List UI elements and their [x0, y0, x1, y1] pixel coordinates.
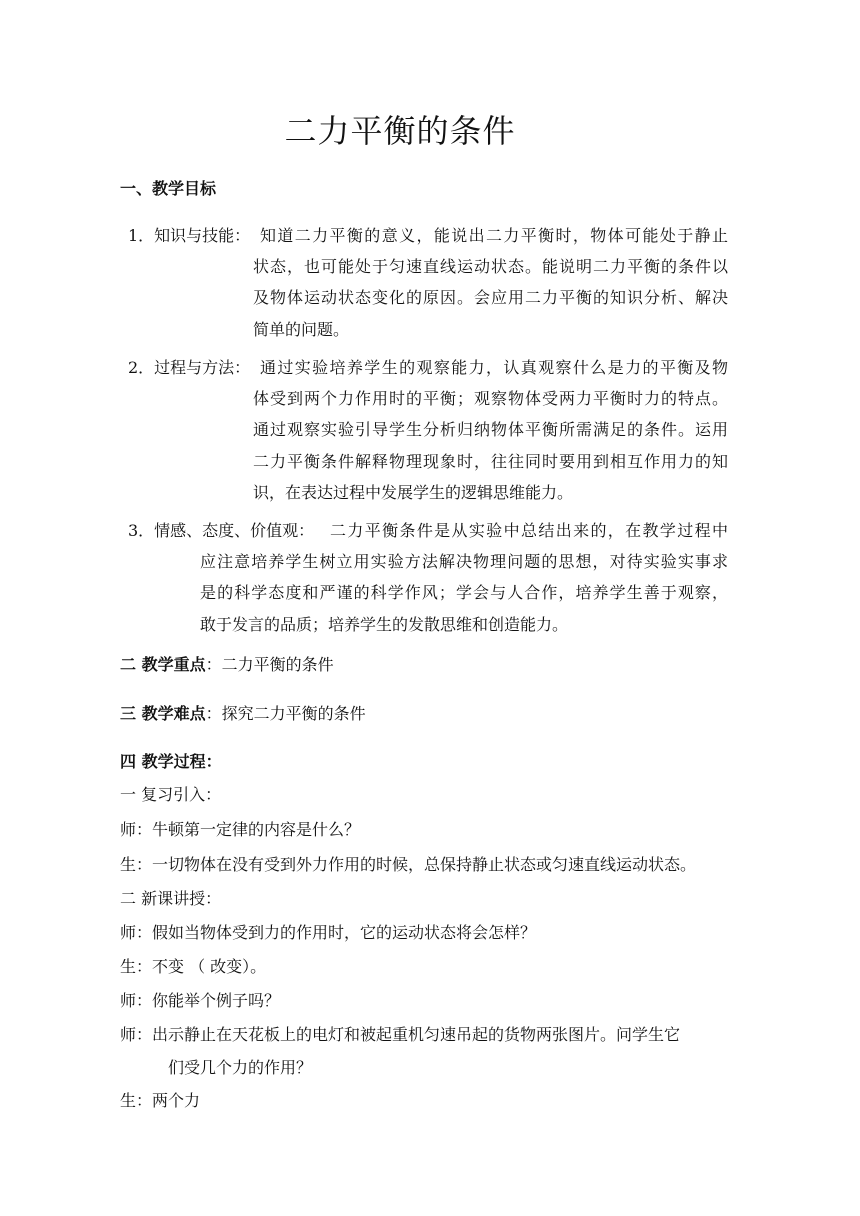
- dialogue-line: 师：你能举个例子吗？: [120, 991, 281, 1010]
- objective-attitude-text: 二力平衡条件是从实验中总结出来的，在教学过程中 应注意培养学生树立用实验方法解决物理问题的思想，对待实验实事求 是的科学态度和严谨的科学作风；学会与人合作，培养学生善于观察， 敢于发言的品质；培养学生的发散思维和创造能力。: [200, 521, 728, 634]
- objective-attitude: [128, 515, 728, 640]
- key-points-value: ：二力平衡的条件: [205, 655, 334, 674]
- key-points-heading: 二 教学重点: [120, 655, 206, 674]
- page-title: 二力平衡的条件: [284, 112, 516, 150]
- dialogue-line: 师：假如当物体受到力的作用时，它的运动状态将会怎样？: [120, 923, 537, 942]
- objective-process-text: 通过实验培养学生的观察能力，认真观察什么是力的平衡及物 体受到两个力作用时的平衡；观察物体受两力平衡时力的特点。 通过观察实验引导学生分析归纳物体平衡所需满足的条件。运用 二力平衡条件解释物理现象时，往往同时要用到相互作用力的知 识，在表达过程中发展学生的逻辑思维能力。: [253, 358, 728, 502]
- difficulties-heading: 三 教学难点: [120, 704, 206, 723]
- objective-process: [128, 352, 728, 508]
- objective-knowledge-label: 1．知识与技能：: [128, 226, 251, 245]
- objective-knowledge: [128, 220, 728, 345]
- section-process-heading: 四 教学过程：: [120, 752, 222, 771]
- dialogue-line: 二 新课讲授：: [120, 889, 222, 908]
- dialogue-line: 生：不变 （ 改变）。: [120, 957, 267, 976]
- dialogue-line: 师：牛顿第一定律的内容是什么？: [120, 820, 361, 839]
- dialogue-line: 一 复习引入：: [120, 785, 222, 804]
- objective-knowledge-text: 知道二力平衡的意义，能说出二力平衡时，物体可能处于静止 状态，也可能处于匀速直线运动状态。能说明二力平衡的条件以 及物体运动状态变化的原因。会应用二力平衡的知识分析、解决 简单的问题。: [253, 226, 728, 339]
- section-difficulties: [120, 701, 366, 724]
- difficulties-value: ：探究二力平衡的条件: [205, 704, 366, 723]
- objective-attitude-label: 3．情感、态度、价值观：: [128, 521, 315, 540]
- section-objectives-heading: 一、教学目标: [120, 179, 217, 198]
- section-key-points: [120, 652, 334, 675]
- dialogue-line: 们受几个力的作用？: [168, 1058, 313, 1077]
- objective-process-label: 2．过程与方法：: [128, 358, 251, 377]
- dialogue-line: 师：出示静止在天花板上的电灯和被起重机匀速吊起的货物两张图片。问学生它: [120, 1025, 681, 1044]
- dialogue-line: 生：一切物体在没有受到外力作用的时候，总保持静止状态或匀速直线运动状态。: [120, 855, 697, 874]
- dialogue-line: 生：两个力: [120, 1091, 201, 1110]
